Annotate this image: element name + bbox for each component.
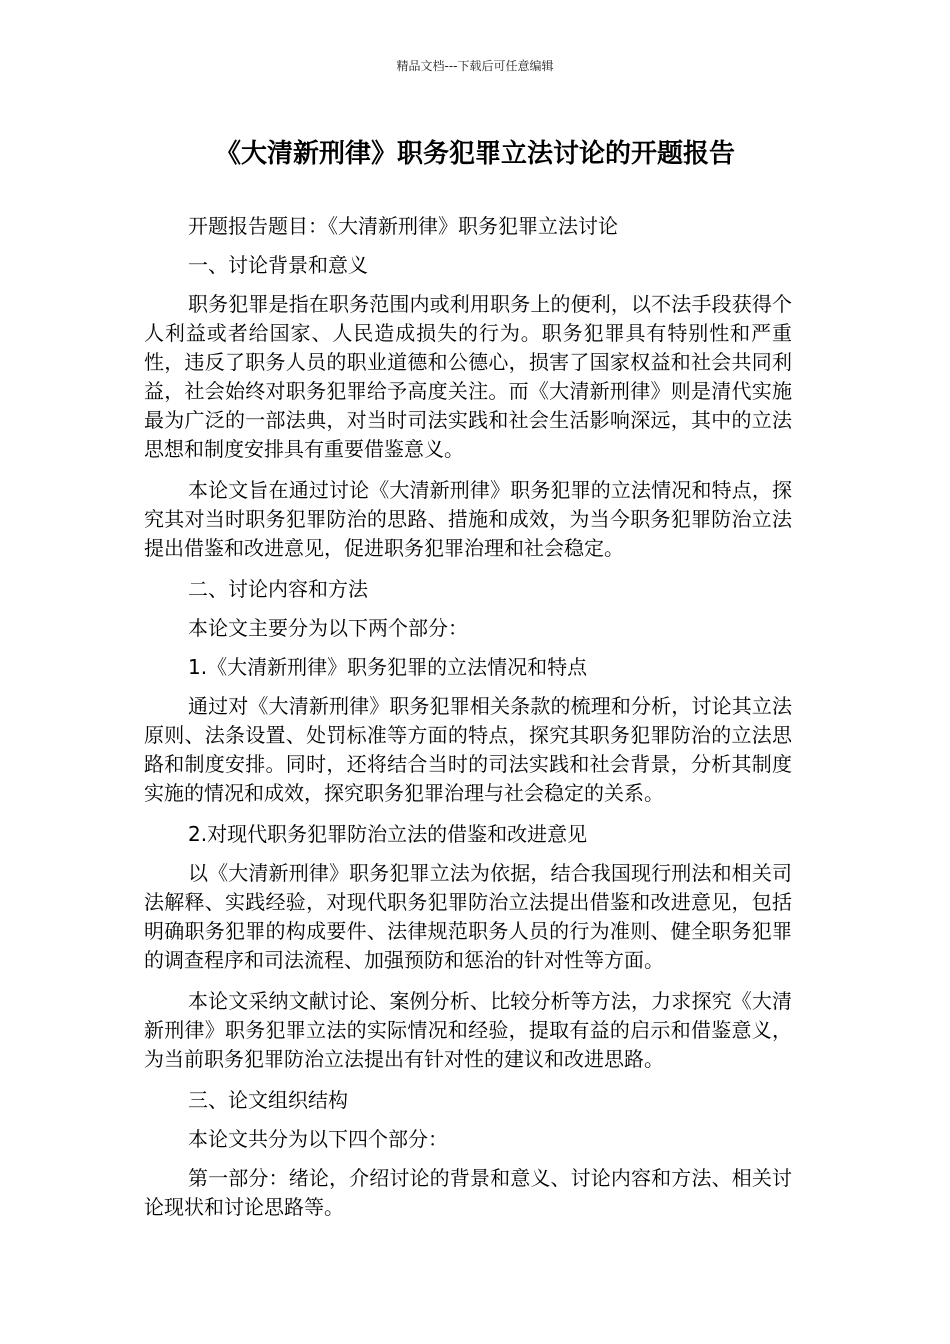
section-heading-background: 一、讨论背景和意义: [188, 253, 368, 277]
paragraph-parts-intro: 本论文主要分为以下两个部分：: [188, 616, 468, 640]
paragraph-part-2: 以《大清新刑律》职务犯罪立法为依据，结合我国现行刑法和相关司法解释、实践经验，对现代职务犯罪防治立法提出借鉴和改进意见，包括明确职务犯罪的构成要件、法律规范职务人员的行为准则、健全职务犯罪的调查程序和司法流程、加强预防和惩治的针对性等方面。: [144, 861, 792, 972]
paragraph-purpose: 本论文旨在通过讨论《大清新刑律》职务犯罪的立法情况和特点，探究其对当时职务犯罪防治的思路、措施和成效，为当今职务犯罪防治立法提出借鉴和改进意见，促进职务犯罪治理和社会稳定。: [144, 478, 792, 560]
section-heading-structure: 三、论文组织结构: [188, 1088, 348, 1112]
paragraph-background: 职务犯罪是指在职务范围内或利用职务上的便利，以不法手段获得个人利益或者给国家、人民造成损失的行为。职务犯罪具有特别性和严重性，违反了职务人员的职业道德和公德心，损害了国家权益和社会共同利益，社会始终对职务犯罪给予高度关注。而《大清新刑律》则是清代实施最为广泛的一部法典，对当时司法实践和社会生活影响深远，其中的立法思想和制度安排具有重要借鉴意义。: [144, 292, 792, 461]
header-note: 精品文档---下载后可任意编辑: [396, 59, 554, 73]
section-heading-content-method: 二、讨论内容和方法: [188, 577, 368, 601]
paragraph-methods: 本论文采纳文献讨论、案例分析、比较分析等方法，力求探究《大清新刑律》职务犯罪立法的实际情况和经验，提取有益的启示和借鉴意义，为当前职务犯罪防治立法提出有针对性的建议和改进思路。: [144, 989, 792, 1071]
paragraph-part-1: 通过对《大清新刑律》职务犯罪相关条款的梳理和分析，讨论其立法原则、法条设置、处罚标准等方面的特点，探究其职务犯罪防治的立法思路和制度安排。同时，还将结合当时的司法实践和社会背景，分析其制度实施的情况和成效，探究职务犯罪治理与社会稳定的关系。: [144, 694, 792, 805]
subheading-part-2: 2.对现代职务犯罪防治立法的借鉴和改进意见: [188, 822, 588, 846]
document-title: 《大清新刑律》职务犯罪立法讨论的开题报告: [214, 139, 735, 169]
paragraph-part-one: 第一部分：绪论，介绍讨论的背景和意义、讨论内容和方法、相关讨论现状和讨论思路等。: [144, 1166, 792, 1219]
subheading-part-1: 1.《大清新刑律》职务犯罪的立法情况和特点: [188, 655, 588, 679]
document-body: [144, 212, 792, 1234]
paragraph-structure-intro: 本论文共分为以下四个部分：: [188, 1127, 448, 1151]
report-topic-line: 开题报告题目：《大清新刑律》职务犯罪立法讨论: [188, 214, 618, 238]
